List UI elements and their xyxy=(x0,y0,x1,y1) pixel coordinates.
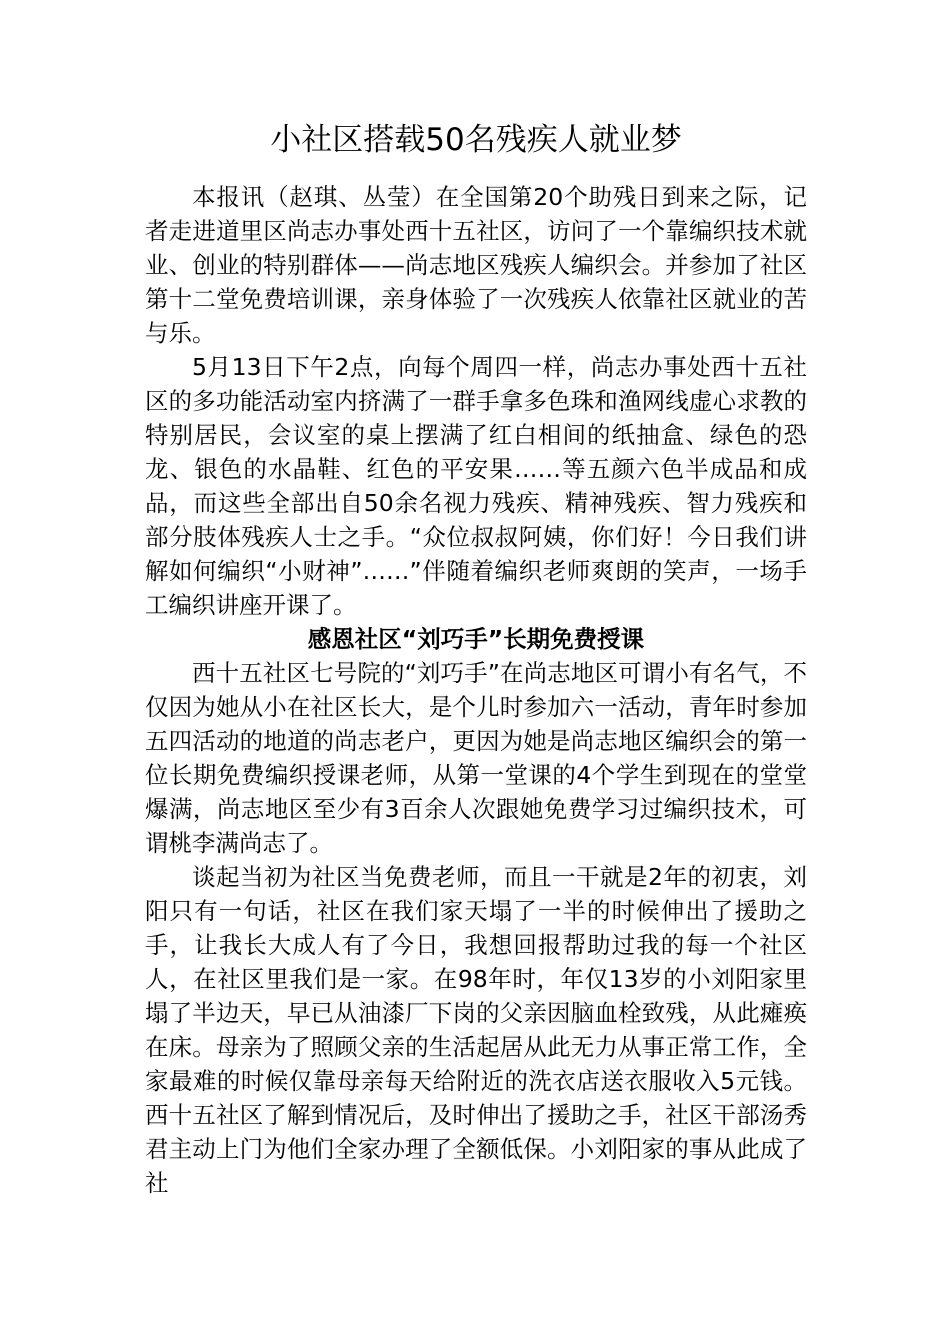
section-subheading: 感恩社区“刘巧手”长期免费授课 xyxy=(307,625,645,653)
article-paragraph-1: 本报讯（赵琪、丛莹）在全国第20个助残日到来之际，记者走进道里区尚志办事处西十五社区，访问了一个靠编织技术就业、创业的特别群体——尚志地区残疾人编织会。并参加了社区第十二堂免费培训课，亲身体验了一次残疾人依靠社区就业的苦与乐。 xyxy=(145,183,807,347)
article-paragraph-4: 谈起当初为社区当免费老师，而且一干就是2年的初衷，刘阳只有一句话，社区在我们家天塌了一半的时候伸出了援助之手，让我长大成人有了今日，我想回报帮助过我的每一个社区人，在社区里我们是一家。在98年时，年仅13岁的小刘阳家里塌了半边天，早已从油漆厂下岗的父亲因脑血栓致残，从此瘫痪在床。母亲为了照顾父亲的生活起居从此无力从事正常工作，全家最难的时候仅靠母亲每天给附近的洗衣店送衣服收入5元钱。西十五社区了解到情况后，及时伸出了援助之手，社区干部汤秀君主动上门为他们全家办理了全额低保。小刘阳家的事从此成了社 xyxy=(145,863,807,1197)
article-paragraph-2: 5月13日下午2点，向每个周四一样，尚志办事处西十五社区的多功能活动室内挤满了一群手拿多色珠和渔网线虚心求教的特别居民，会议室的桌上摆满了红白相间的纸抽盒、绿色的恐龙、银色的水晶鞋、红色的平安果……等五颜六色半成品和成品，而这些全部出自50余名视力残疾、精神残疾、智力残疾和部分肢体残疾人士之手。“众位叔叔阿姨，你们好！今日我们讲解如何编织“小财神”……”伴随着编织老师爽朗的笑声，一场手工编织讲座开课了。 xyxy=(145,353,807,619)
article-title: 小社区搭载50名残疾人就业梦 xyxy=(270,122,682,158)
document-page xyxy=(145,118,807,1200)
article-paragraph-3: 西十五社区七号院的“刘巧手”在尚志地区可谓小有名气，不仅因为她从小在社区长大，是个儿时参加六一活动，青年时参加五四活动的地道的尚志老户，更因为她是尚志地区编织会的第一位长期免费编织授课老师，从第一堂课的4个学生到现在的堂堂爆满，尚志地区至少有3百余人次跟她免费学习过编织技术，可谓桃李满尚志了。 xyxy=(145,659,807,857)
